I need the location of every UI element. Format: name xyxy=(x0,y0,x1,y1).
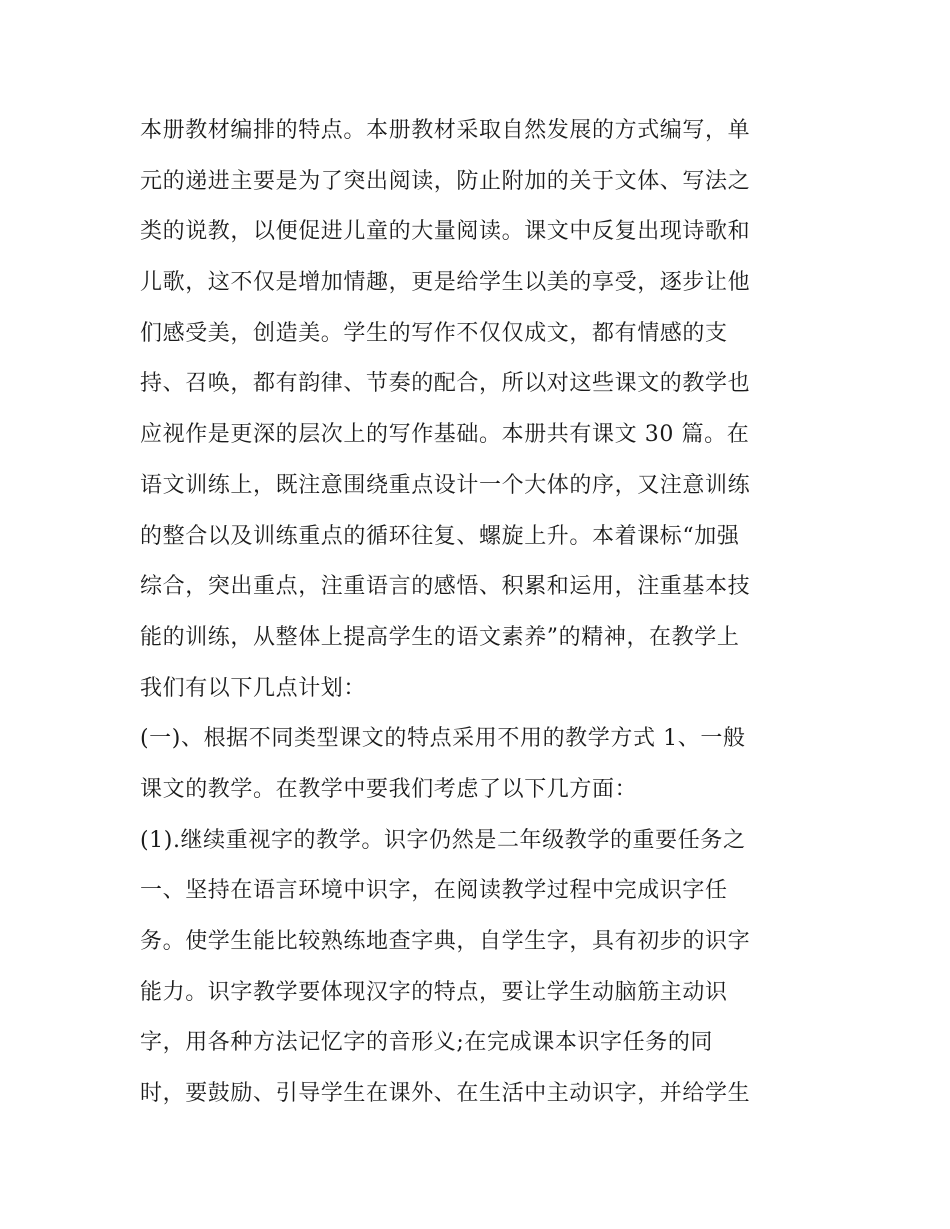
text-line: 综合，突出重点，注重语言的感悟、积累和运用，注重基本技 xyxy=(140,574,751,600)
text-line: 本册教材编排的特点。本册教材采取自然发展的方式编写，单 xyxy=(140,118,751,143)
text-line: (1).继续重视字的教学。识字仍然是二年级教学的重要任务之 xyxy=(140,827,746,853)
text-line: 持、召唤，都有韵律、节奏的配合，所以对这些课文的教学也 xyxy=(140,371,751,397)
text-line: 应视作是更深的层次上的写作基础。本册共有课文 30 篇。在 xyxy=(140,422,750,448)
text-line: 类的说教，以便促进儿童的大量阅读。课文中反复出现诗歌和 xyxy=(140,219,751,245)
text-line: 时，要鼓励、引导学生在课外、在生活中主动识字，并给学生 xyxy=(140,1081,751,1107)
text-line: 元的递进主要是为了突出阅读，防止附加的关于文体、写法之 xyxy=(140,168,751,194)
text-line: 们感受美，创造美。学生的写作不仅仅成文，都有情感的支 xyxy=(140,320,728,346)
text-line: 字，用各种方法记忆字的音形义;在完成课本识字任务的同 xyxy=(140,1030,714,1056)
text-line: 能的训练，从整体上提高学生的语文素养”的精神，在教学上 xyxy=(140,624,740,650)
text-line: 儿歌，这不仅是增加情趣，更是给学生以美的享受，逐步让他 xyxy=(140,270,751,296)
text-line: 的整合以及训练重点的循环往复、螺旋上升。本着课标“加强 xyxy=(140,523,740,549)
text-line: 务。使学生能比较熟练地查字典，自学生字，具有初步的识字 xyxy=(140,929,751,954)
body-text xyxy=(140,106,820,1120)
text-line: 课文的教学。在教学中要我们考虑了以下几方面： xyxy=(140,776,638,802)
text-line: 语文训练上，既注意围绕重点设计一个大体的序，又注意训练 xyxy=(140,472,751,498)
text-line: 我们有以下几点计划： xyxy=(140,675,367,701)
text-line: (一)、根据不同类型课文的特点采用不用的教学方式 1、一般 xyxy=(140,726,746,752)
text-line: 一、坚持在语言环境中识字，在阅读教学过程中完成识字任 xyxy=(140,878,728,904)
text-line: 能力。识字教学要体现汉字的特点，要让学生动脑筋主动识 xyxy=(140,979,728,1005)
